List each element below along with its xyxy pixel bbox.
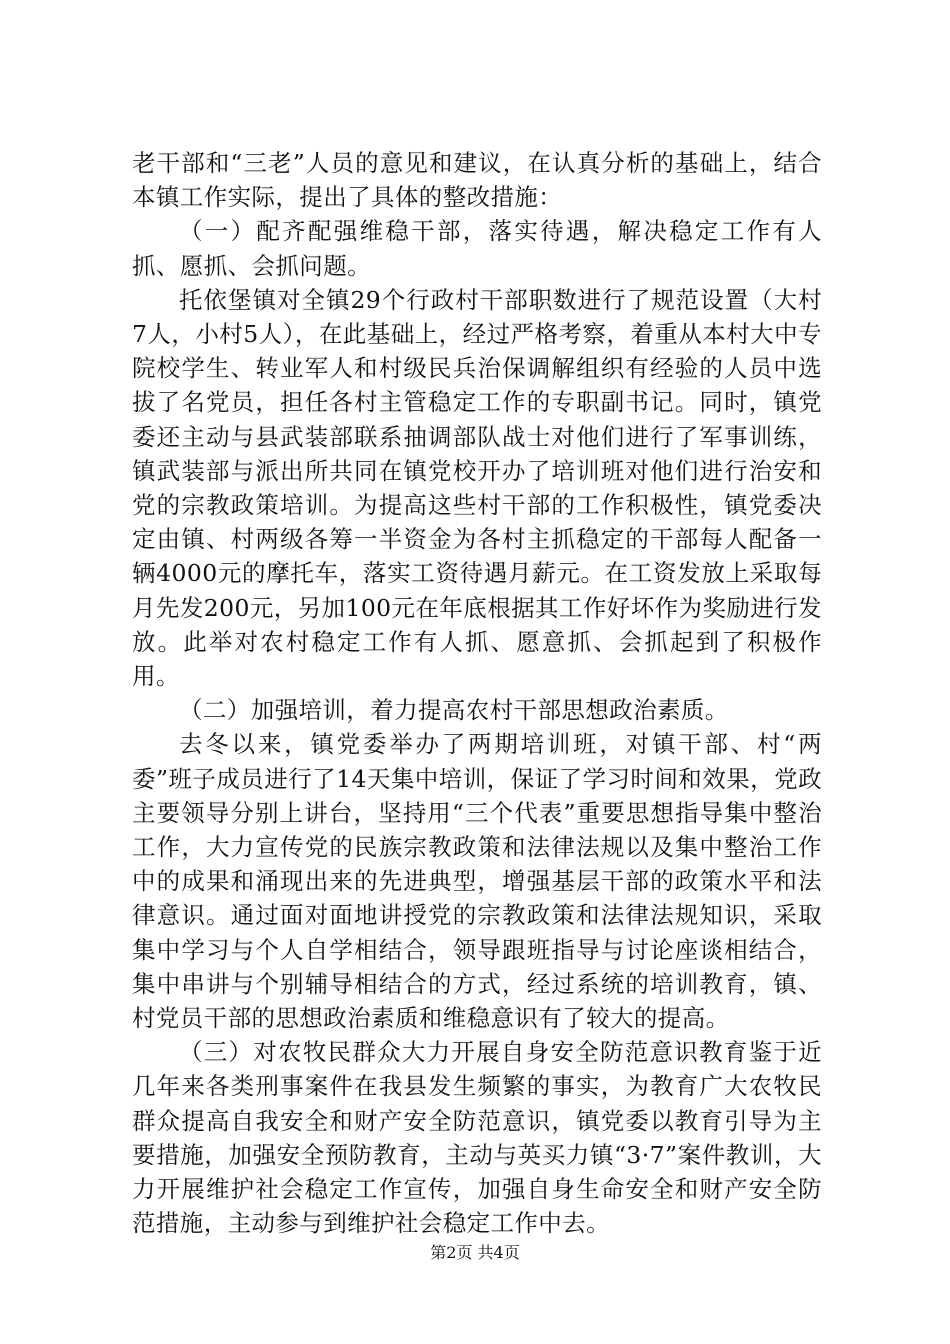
section-heading-1: （一）配齐配强维稳干部，落实待遇，解决稳定工作有人抓、愿抓、会抓问题。 [132, 217, 822, 280]
section-heading-2: （二）加强培训，着力提高农村干部思想政治素质。 [179, 696, 729, 725]
page-number-label: 第2页 共4页 [430, 1243, 520, 1262]
page-footer [0, 1243, 950, 1263]
paragraph-section-3: （三）对农牧民群众大力开展自身安全防范意识教育鉴于近几年来各类刑事案件在我县发生频繁的事实，为教育广大农牧民群众提高自我安全和财产安全防范意识，镇党委以教育引导为主要措施，加强安全预防教育，主动与英买力镇“3·7”案件教训，大力开展维护社会稳定工作宣传，加强自身生命安全和财产安全防范措施，主动参与到维护社会稳定工作中去。 [132, 1038, 822, 1238]
paragraph-continuation: 老干部和“三老”人员的意见和建议，在认真分析的基础上，结合本镇工作实际，提出了具体的整改措施： [132, 149, 822, 212]
paragraph-section-2-body: 去冬以来，镇党委举办了两期培训班，对镇干部、村“两委”班子成员进行了14天集中培训，保证了学习时间和效果，党政主要领导分别上讲台，坚持用“三个代表”重要思想指导集中整治工作，大力宣传党的民族宗教政策和法律法规以及集中整治工作中的成果和涌现出来的先进典型，增强基层干部的政策水平和法律意识。通过面对面地讲授党的宗教政策和法律法规知识，采取集中学习与个人自学相结合，领导跟班指导与讨论座谈相结合，集中串讲与个别辅导相结合的方式，经过系统的培训教育，镇、村党员干部的思想政治素质和维稳意识有了较大的提高。 [132, 730, 822, 1033]
paragraph-section-1-body: 托依堡镇对全镇29个行政村干部职数进行了规范设置（大村7人，小村5人），在此基础上，经过严格考察，着重从本村大中专院校学生、转业军人和村级民兵治保调解组织有经验的人员中选拔了名党员，担任各村主管稳定工作的专职副书记。同时，镇党委还主动与县武装部联系抽调部队战士对他们进行了军事训练，镇武装部与派出所共同在镇党校开办了培训班对他们进行治安和党的宗教政策培训。为提高这些村干部的工作积极性，镇党委决定由镇、村两级各筹一半资金为各村主抓稳定的干部每人配备一辆4000元的摩托车，落实工资待遇月薪元。在工资发放上采取每月先发200元，另加100元在年底根据其工作好坏作为奖励进行发放。此举对农村稳定工作有人抓、愿意抓、会抓起到了积极作用。 [132, 285, 822, 691]
document-body [132, 146, 822, 1241]
